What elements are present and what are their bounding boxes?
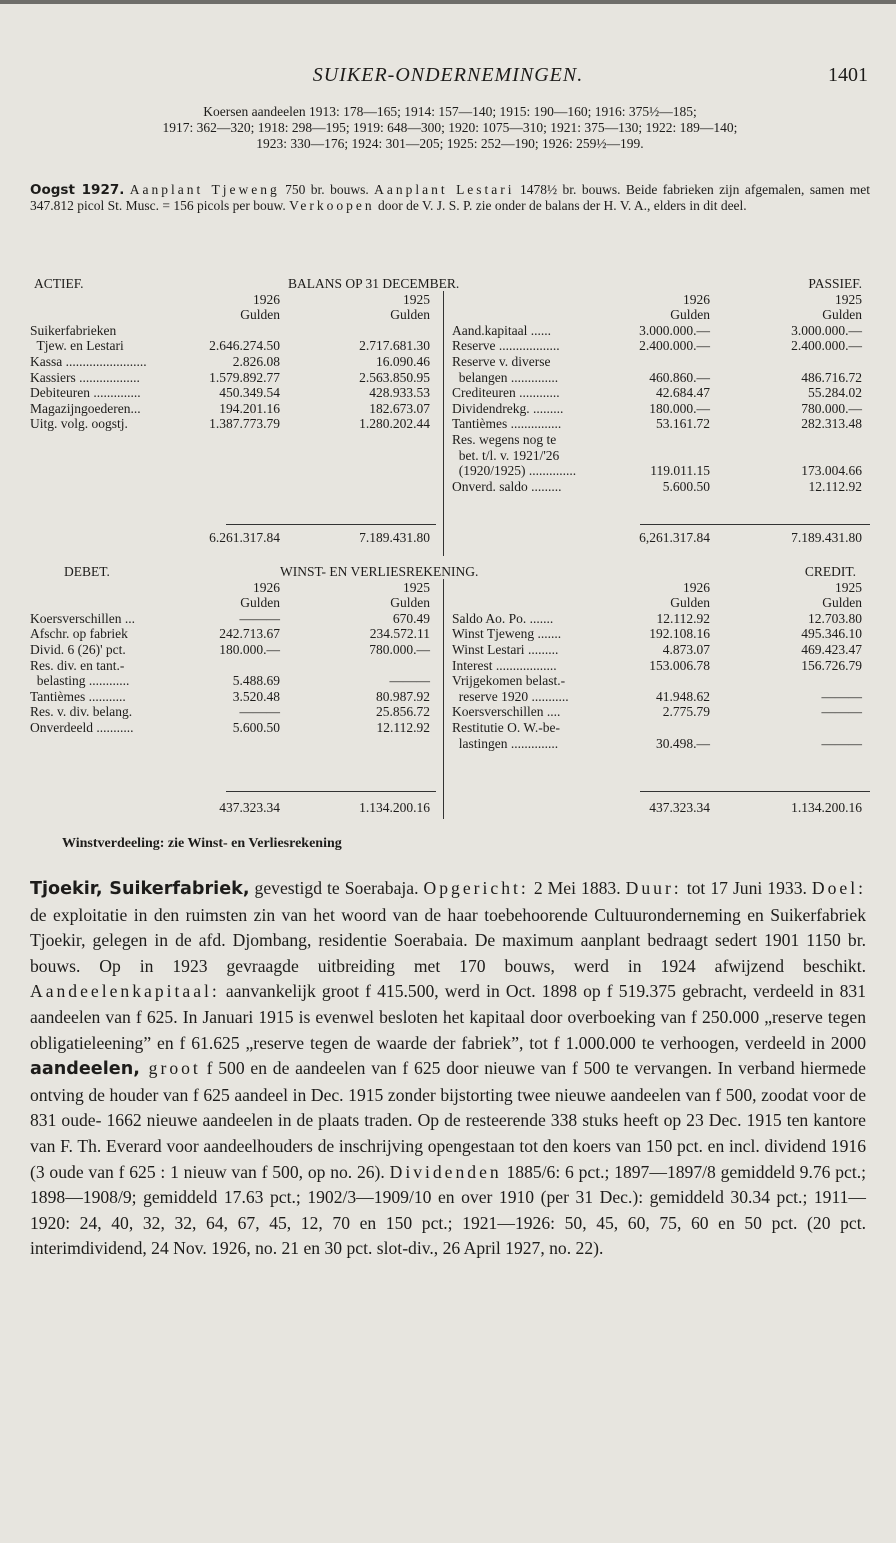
right-item-1926: 2.400.000.—: [639, 338, 710, 354]
right-item-1925: 486.716.72: [801, 369, 862, 385]
body-text: aanvankelijk groot f 415.500, werd in Oct. 1898 op f 519.375 gebracht, verdeeld in 831 aandeelen van f 625. In Januari 1915 is evenwel besloten het kapitaal door overboeking van f 250.000 „reserve tegen obligatieleening” en f 61.625 „reserve tegen de waarde der fabriek”, tot f 1.000.000 te verhoogen, verdeeld in 2000: [30, 981, 866, 1053]
body-text: de exploitatie in den ruimsten zin van het woord van de haar toebehoorende Cultuuronderneming en Suikerfabriek Tjoekir, gelegen in de afd. Djombang, residentie Soerabaia. De maximum aanplant bedraagt sedert 1901 1150 br. bouws. Op in 1923 gevraagde uitbreiding met 170 bouws, werd in 1924 afwijzend beschikt.: [30, 904, 866, 976]
page-number: 1401: [828, 64, 868, 86]
left-item-label: Uitg. volg. oogstj.: [30, 416, 128, 432]
left-item-1925: 80.987.92: [376, 688, 430, 704]
right-item-label: Crediteuren ............: [452, 385, 560, 401]
unit-label: Gulden: [822, 307, 862, 323]
koers-line: 1923: 330—176; 1924: 301—205; 1925: 252—190; 1926: 259½—199.: [256, 136, 644, 151]
left-item-label: Res. div. en tant.-: [30, 657, 125, 673]
right-item-1925: 2.400.000.—: [791, 338, 862, 354]
passief-title: PASSIEF.: [808, 276, 862, 291]
year-row: [30, 580, 870, 596]
left-item-1926: 2.826.08: [232, 353, 280, 369]
body-term: Aandeelenkapitaal:: [30, 981, 220, 1002]
right-item-label: Vrijgekomen belast.-: [452, 673, 566, 689]
right-item-label: Koersverschillen ....: [452, 704, 561, 720]
year-label: 1925: [835, 291, 862, 307]
right-item-1926: 5.600.50: [662, 478, 710, 494]
right-item-1926: 4.873.07: [662, 641, 710, 657]
right-item-label: Tantièmes ...............: [452, 416, 562, 432]
left-item-label: Divid. 6 (26)' pct.: [30, 641, 126, 657]
right-item-label: lastingen ..............: [452, 735, 559, 751]
total-value: 1.134.200.16: [791, 800, 862, 815]
debet-title: DEBET.: [64, 564, 110, 579]
top-border: [0, 0, 896, 4]
statement-row: [30, 323, 870, 339]
unit-row: [30, 307, 870, 323]
right-item-label: Saldo Ao. Po. .......: [452, 610, 554, 626]
statement-row: [30, 448, 870, 464]
harvest-text: 750 br. bouws.: [279, 182, 375, 197]
right-item-1926: 30.498.—: [656, 735, 710, 751]
unit-row: [30, 595, 870, 611]
right-item-label: Winst Lestari .........: [452, 641, 559, 657]
balance-title: BALANS OP 31 DECEMBER.: [288, 276, 460, 291]
left-item-1925: 2.717.681.30: [359, 338, 430, 354]
statement-row: [30, 720, 870, 736]
left-item-1926: ———: [239, 704, 280, 720]
unit-label: Gulden: [240, 595, 280, 611]
statement-row: [30, 642, 870, 658]
left-item-1925: 16.090.46: [376, 353, 430, 369]
body-text: gevestigd te Soerabaja.: [249, 878, 424, 898]
right-item-1925: 495.346.10: [801, 626, 862, 642]
year-label: 1926: [253, 291, 280, 307]
left-item-label: Onverdeeld ...........: [30, 719, 134, 735]
actief-title: ACTIEF.: [34, 276, 84, 291]
statement-row: [30, 736, 870, 752]
total-value: 7.189.431.80: [791, 530, 862, 545]
right-item-label: Winst Tjeweng .......: [452, 626, 562, 642]
balance-sheet: [30, 276, 870, 545]
statement-row: [30, 354, 870, 370]
company-description: [30, 876, 866, 1262]
year-label: 1926: [683, 579, 710, 595]
right-item-label: Onverd. saldo .........: [452, 478, 562, 494]
left-item-label: Afschr. op fabriek: [30, 626, 128, 642]
left-item-1925: 428.933.53: [369, 385, 430, 401]
left-item-1925: 2.563.850.95: [359, 369, 430, 385]
left-item-1925: 182.673.07: [369, 400, 430, 416]
left-item-label: Koersverschillen ...: [30, 610, 135, 626]
right-item-1925: ———: [821, 688, 862, 704]
left-item-1926: ———: [239, 610, 280, 626]
total-value: 437.323.34: [219, 800, 280, 815]
left-item-1925: 234.572.11: [369, 626, 430, 642]
right-item-1926: 41.948.62: [656, 688, 710, 704]
statement-row: [30, 432, 870, 448]
right-item-1925: ———: [821, 704, 862, 720]
statement-row: [30, 479, 870, 495]
statement-row: [30, 673, 870, 689]
balance-divider: [443, 291, 444, 556]
left-item-1925: 780.000.—: [369, 641, 430, 657]
winstverdeeling-note: Winstverdeeling: zie Winst- en Verliesrekening: [62, 836, 342, 851]
body-text: f 500 en de aandeelen van f 625 door nieuwe van f 500 te vervangen. In verband hiermede ontving de houder van f 625 aandeel in Dec. 1915 zonder bijstorting twee nieuwe aandeelen van f 500, zoodat voor de 831 oude- 1662 nieuwe aandeelen in de plaats traden. Op de resteerende 338 stuks heeft op 23 Dec. 1915 ten kantore van F. Th. Everard voor aandeelhouders de inschrijving opengestaan tot den koers van 150 pct. en incl. dividend 1916 (3 oude van f 625 : 1 nieuw van f 500, op no. 26).: [30, 1058, 866, 1182]
total-value: 6,261.317.84: [639, 530, 710, 545]
left-item-1926: 194.201.16: [219, 400, 280, 416]
left-item-label: Debiteuren ..............: [30, 385, 141, 401]
year-label: 1925: [835, 579, 862, 595]
unit-label: Gulden: [670, 595, 710, 611]
left-item-label: Kassa ........................: [30, 353, 147, 369]
left-item-1926: 180.000.—: [219, 641, 280, 657]
left-item-1925: ———: [389, 673, 430, 689]
harvest-text: 1478½ br. bouws. Beide fabrieken zijn afgemalen, samen met 347.812 picol St. Musc. = 156 picols per bouw.: [30, 182, 871, 213]
harvest-paragraph: [30, 182, 870, 214]
harvest-term: Verkoopen: [289, 198, 375, 213]
statement-row: [30, 370, 870, 386]
winst-divider: [443, 579, 444, 819]
winst-title: WINST- EN VERLIESREKENING.: [280, 564, 479, 579]
body-bold: aandeelen,: [30, 1059, 140, 1080]
koers-line: 1917: 362—320; 1918: 298—195; 1919: 648—300; 1920: 1075—310; 1921: 375—130; 1922: 189—140;: [162, 120, 738, 135]
right-item-1925: 156.726.79: [801, 657, 862, 673]
harvest-term: Aanplant Lestari: [374, 182, 515, 197]
statement-row: [30, 704, 870, 720]
total-value: 437.323.34: [649, 800, 710, 815]
unit-label: Gulden: [390, 595, 430, 611]
left-item-1925: 12.112.92: [376, 719, 430, 735]
left-item-label: Magazijngoederen...: [30, 400, 141, 416]
harvest-term: Aanplant Tjeweng: [129, 182, 280, 197]
right-item-label: Reserve v. diverse: [452, 353, 551, 369]
total-rule: [226, 524, 436, 525]
right-item-label: Restitutie O. W.-be-: [452, 719, 560, 735]
right-item-label: Aand.kapitaal ......: [452, 322, 551, 338]
balance-rows: [30, 323, 870, 495]
total-rule: [640, 524, 870, 525]
winst-total-row: [30, 800, 870, 816]
running-title: SUIKER-ONDERNEMINGEN.: [312, 64, 584, 86]
unit-label: Gulden: [670, 307, 710, 323]
right-item-1926: 3.000.000.—: [639, 322, 710, 338]
right-item-1925: 469.423.47: [801, 641, 862, 657]
statement-row: [30, 658, 870, 674]
left-item-1926: 450.349.54: [219, 385, 280, 401]
body-term: Doel:: [811, 878, 867, 898]
total-value: 6.261.317.84: [209, 530, 280, 545]
body-term: Dividenden: [389, 1161, 502, 1182]
right-item-label: reserve 1920 ...........: [452, 688, 569, 704]
left-item-1926: 5.600.50: [232, 719, 280, 735]
statement-row: [30, 338, 870, 354]
winst-title-row: [30, 564, 870, 580]
left-item-label: Tjew. en Lestari: [30, 338, 124, 354]
body-term: Opgericht:: [423, 878, 529, 898]
right-item-1926: 2.775.79: [662, 704, 710, 720]
left-item-label: Suikerfabrieken: [30, 322, 117, 338]
right-item-1926: 460.860.—: [649, 369, 710, 385]
right-item-1926: 180.000.—: [649, 400, 710, 416]
left-item-1925: 25.856.72: [376, 704, 430, 720]
left-item-1925: 670.49: [392, 610, 430, 626]
body-term: groot: [139, 1058, 201, 1079]
statement-row: [30, 463, 870, 479]
total-value: 7.189.431.80: [359, 530, 430, 545]
credit-title: CREDIT.: [804, 564, 856, 579]
left-item-label: Tantièmes ...........: [30, 688, 126, 704]
left-item-1926: 242.713.67: [219, 626, 280, 642]
koers-line: Koersen aandeelen 1913: 178—165; 1914: 157—140; 1915: 190—160; 1916: 375½—185;: [203, 104, 697, 119]
body-text: 2 Mei 1883.: [528, 878, 626, 898]
year-label: 1926: [683, 291, 710, 307]
left-item-1926: 3.520.48: [232, 688, 280, 704]
harvest-lead: Oogst 1927.: [30, 182, 125, 198]
right-item-1925: 12.112.92: [808, 478, 862, 494]
body-term: Duur:: [625, 878, 682, 898]
left-item-1926: 1.387.773.79: [209, 416, 280, 432]
winst-rows: [30, 611, 870, 751]
statement-row: [30, 611, 870, 627]
right-item-1926: 153.006.78: [649, 657, 710, 673]
right-item-label: Res. wegens nog te: [452, 431, 557, 447]
left-item-1926: 1.579.892.77: [209, 369, 280, 385]
right-item-1925: 282.313.48: [801, 416, 862, 432]
left-item-label: Res. v. div. belang.: [30, 704, 133, 720]
right-item-label: belangen ..............: [452, 369, 559, 385]
statement-row: [30, 401, 870, 417]
right-item-label: Interest ..................: [452, 657, 557, 673]
year-label: 1925: [403, 579, 430, 595]
right-item-1925: 780.000.—: [801, 400, 862, 416]
year-label: 1925: [403, 291, 430, 307]
left-item-label: belasting ............: [30, 673, 130, 689]
right-item-1926: 119.011.15: [650, 463, 710, 479]
right-item-1925: 12.703.80: [808, 610, 862, 626]
right-item-label: Reserve ..................: [452, 338, 560, 354]
harvest-text: door de V. J. S. P. zie onder de balans der H. V. A., elders in dit deel.: [374, 198, 747, 213]
year-row: [30, 292, 870, 308]
total-value: 1.134.200.16: [359, 800, 430, 815]
right-item-1925: 3.000.000.—: [791, 322, 862, 338]
left-item-1925: 1.280.202.44: [359, 416, 430, 432]
left-item-1926: 5.488.69: [232, 673, 280, 689]
right-item-label: bet. t/l. v. 1921/'26: [452, 447, 560, 463]
unit-label: Gulden: [822, 595, 862, 611]
right-item-1925: 173.004.66: [801, 463, 862, 479]
right-item-label: (1920/1925) ..............: [452, 463, 577, 479]
share-price-history: [30, 104, 870, 152]
body-text: 1885/6: 6 pct.; 1897—1897/8 gemiddeld 9.76 pct.; 1898—1908/9; gemiddeld 17.63 pct.; 1902/3—1909/10 en over 1910 (per 31 Dec.): gemiddeld 30.34 pct.; 1911—1920: 24, 40, 32, 32, 64, 67, 45, 12, 70 en 150 pct.; 1921—1926: 50, 45, 60, 75, 60 en 50 pct. (20 pct. interimdividend, 24 Nov. 1926, no. 21 en 30 pct. slot-div., 26 April 1927, no. 22).: [30, 1161, 866, 1259]
right-item-1925: ———: [821, 735, 862, 751]
statement-row: [30, 689, 870, 705]
right-item-1926: 53.161.72: [656, 416, 710, 432]
right-item-label: Dividendrekg. .........: [452, 400, 564, 416]
right-item-1925: 55.284.02: [808, 385, 862, 401]
total-rule: [226, 791, 436, 792]
statement-row: [30, 416, 870, 432]
year-label: 1926: [253, 579, 280, 595]
left-item-1926: 2.646.274.50: [209, 338, 280, 354]
unit-label: Gulden: [390, 307, 430, 323]
unit-label: Gulden: [240, 307, 280, 323]
body-text: tot 17 Juni 1933.: [681, 878, 812, 898]
company-name: Tjoekir, Suikerfabriek,: [30, 879, 250, 899]
statement-row: [30, 626, 870, 642]
right-item-1926: 42.684.47: [656, 385, 710, 401]
balance-title-row: [30, 276, 870, 292]
profit-loss-account: [30, 564, 870, 815]
right-item-1926: 12.112.92: [656, 610, 710, 626]
balance-total-row: [30, 530, 870, 546]
statement-row: [30, 385, 870, 401]
page-header: [0, 64, 896, 88]
left-item-label: Kassiers ..................: [30, 369, 140, 385]
total-rule: [640, 791, 870, 792]
right-item-1926: 192.108.16: [649, 626, 710, 642]
